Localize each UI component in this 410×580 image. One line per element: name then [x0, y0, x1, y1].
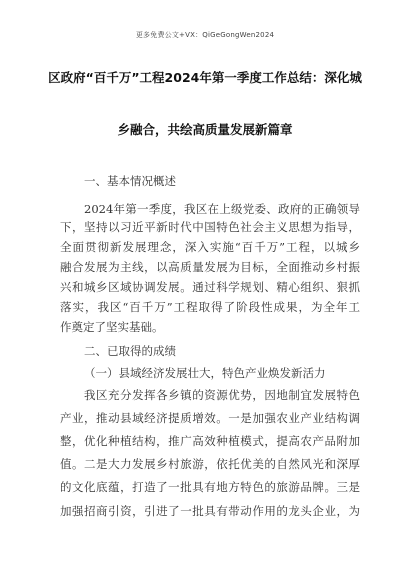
- header-note: 更多免费公文+VX：QiGeGongWen2024: [135, 31, 275, 39]
- section-1-heading: 一、基本情况概述: [84, 174, 176, 188]
- paragraph-line: 兴和城乡区域协调发展。通过科学规划、精心组织、狠抓: [60, 280, 360, 294]
- paragraph-line: 产业，推动县域经济提质增效。一是加强农业产业结构调: [60, 411, 360, 425]
- paragraph-line: 作奠定了坚实基础。: [60, 320, 164, 334]
- paragraph-line: 值。二是大力发展乡村旅游，依托优美的自然风光和深厚: [60, 457, 360, 471]
- section-2-heading: 二、已取得的成绩: [84, 344, 176, 358]
- document-title-line-2: 乡融合，共绘高质量发展新篇章: [117, 122, 293, 137]
- document-title-line-1: 区政府“百千万”工程2024年第一季度工作总结：深化城: [48, 70, 362, 85]
- paragraph-line: 全面贯彻新发展理念，深入实施“百千万”工程，以城乡: [60, 240, 360, 254]
- paragraph-line: 加强招商引资，引进了一批具有带动作用的龙头企业，为: [60, 504, 360, 518]
- section-2-subheading-1: （一）县域经济发展壮大，特色产业焕发新活力: [84, 366, 326, 380]
- paragraph-line: 我区充分发挥各乡镇的资源优势，因地制宜发展特色: [84, 388, 360, 402]
- paragraph-line: 整，优化种植结构，推广高效种植模式，提高农产品附加: [60, 434, 360, 448]
- paragraph-line: 的文化底蕴，打造了一批具有地方特色的旅游品牌。三是: [60, 480, 360, 494]
- paragraph-line: 2024年第一季度，我区在上级党委、政府的正确领导: [84, 202, 360, 216]
- paragraph-line: 融合发展为主线，以高质量发展为目标，全面推动乡村振: [60, 260, 360, 274]
- paragraph-line: 落实，我区“百千万”工程取得了阶段性成果，为全年工: [60, 300, 360, 314]
- paragraph-line: 下，坚持以习近平新时代中国特色社会主义思想为指导，: [60, 220, 360, 234]
